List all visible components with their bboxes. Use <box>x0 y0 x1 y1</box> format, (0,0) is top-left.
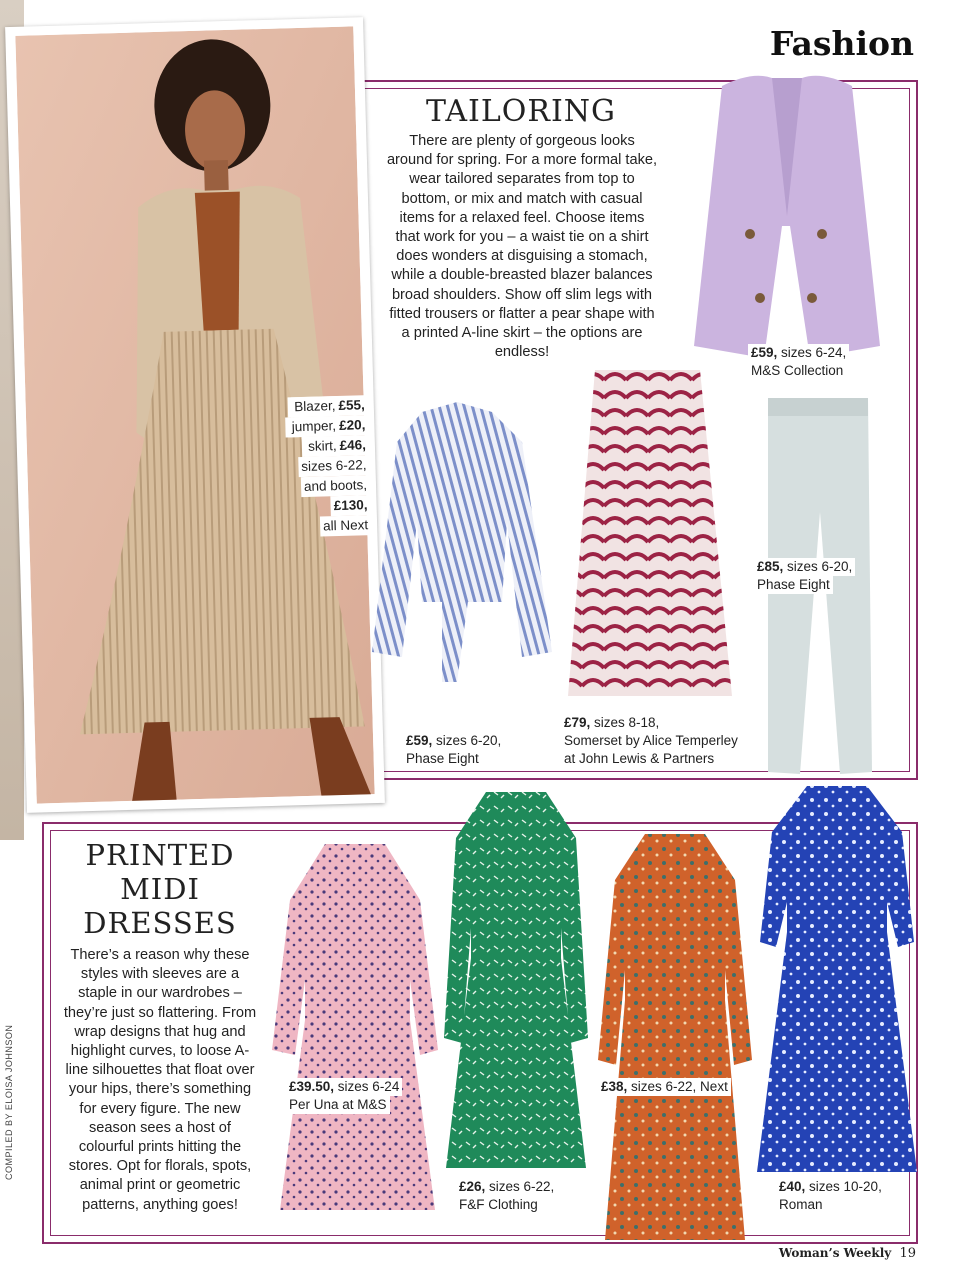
pink-dress-price-label: £39.50, sizes 6-24 Per Una at M&S <box>286 1078 402 1114</box>
striped-shirt-image <box>362 402 562 692</box>
trousers-price-label: £85, sizes 6-20, Phase Eight <box>754 558 855 594</box>
blue-dress-image <box>752 782 922 1182</box>
pink-dress-image <box>260 840 450 1220</box>
model-photo <box>5 17 385 813</box>
midi-body: There’s a reason why these styles with sleeves are a staple in our wardrobes – they’re just so flattering. From wrap designs that hug and highlight curves, to loose A-line silhouettes that float over your hips, there’s something for every figure. The new season sees a host of colourful prints hitting the stores. Opt for florals, spots, animal print or geometric patterns, anything goes! <box>63 947 257 1213</box>
printed-skirt-image <box>560 366 740 706</box>
blue-dress-price-label: £40, sizes 10-20, Roman <box>776 1178 885 1214</box>
midi-heading: PRINTED MIDI DRESSES <box>83 838 237 940</box>
page-number: 19 <box>899 1246 916 1261</box>
shirt-price-label: £59, sizes 6-20, Phase Eight <box>406 733 502 766</box>
credit-text: COMPILED BY ELOISA JOHNSON <box>4 1024 14 1180</box>
magazine-name: Woman’s Weekly <box>778 1246 892 1260</box>
model-outfit-label: Blazer,£55, jumper,£20, skirt,£46, sizes 6-22, and boots, £130, all Next <box>285 395 371 537</box>
tailoring-body: There are plenty of gorgeous looks around for spring. For a more formal take, wear tailored separates from top to bottom, or mix and match with casual items for a relaxed feel. Choose items that work for you – a waist tie on a shirt does wonders at disguising a stomach, while a double-breasted blazer balances broad shoulders. Show off slim legs with fitted trousers or flatter a pear shape with a printed A-line skirt – the options are endless! <box>386 133 658 361</box>
green-dress-price-label: £26, sizes 6-22, F&F Clothing <box>456 1178 557 1214</box>
section-title: Fashion <box>769 24 914 63</box>
orange-dress-image <box>590 830 760 1250</box>
page-footer <box>779 1246 916 1261</box>
orange-dress-price-label: £38, sizes 6-22, Next <box>598 1078 731 1096</box>
skirt-price-label: £79, sizes 8-18, Somerset by Alice Temperley at John Lewis & Partners <box>564 715 738 766</box>
tailoring-heading: TAILORING <box>425 94 617 129</box>
blazer-price-label: £59, sizes 6-24, M&S Collection <box>748 344 849 380</box>
green-dress-image <box>436 788 596 1178</box>
lilac-blazer-image <box>672 66 902 366</box>
